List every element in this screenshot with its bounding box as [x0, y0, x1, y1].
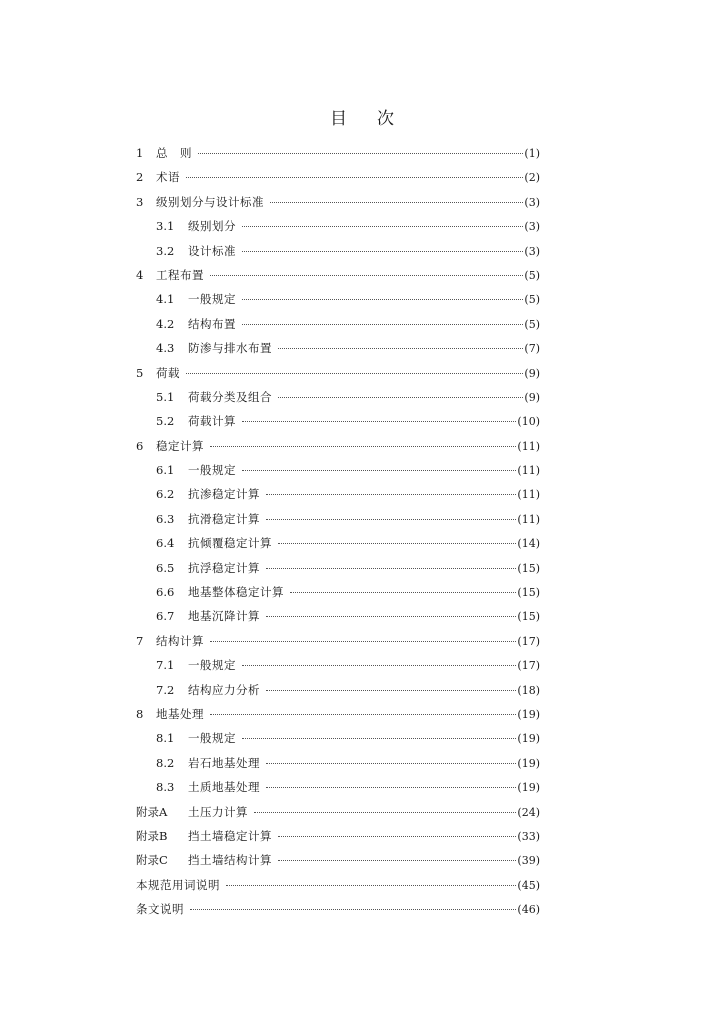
toc-leader-dots — [210, 714, 516, 715]
toc-entry[interactable] — [136, 604, 540, 628]
toc-leader-dots — [242, 421, 516, 422]
toc-entry[interactable] — [136, 702, 540, 726]
toc-entry-number: 6.6 — [156, 585, 175, 600]
toc-leader-dots — [278, 836, 516, 837]
toc-entry-label: 挡土墙稳定计算 — [188, 828, 272, 843]
toc-entry-label: 级别划分 — [188, 219, 236, 234]
toc-entry-label: 稳定计算 — [156, 438, 204, 453]
toc-entry-number: 4 — [136, 267, 144, 282]
toc-entry[interactable] — [136, 190, 540, 214]
toc-entry-number: 3 — [136, 194, 144, 209]
toc-entry-number: 8 — [136, 706, 144, 721]
toc-entry[interactable] — [136, 409, 540, 433]
toc-entry-page-number: (19) — [517, 732, 540, 746]
toc-entry-number: 6.1 — [156, 463, 175, 478]
toc-entry[interactable] — [136, 287, 540, 311]
toc-entry-number: 6.4 — [156, 536, 175, 551]
toc-entry[interactable] — [136, 482, 540, 506]
toc-entry-number: 8.3 — [156, 780, 175, 795]
toc-entry-number: 附录B — [136, 828, 168, 843]
toc-entry-page-number: (7) — [524, 342, 540, 356]
toc-entry-page-number: (39) — [517, 854, 540, 868]
toc-leader-dots — [266, 616, 516, 617]
toc-entry-label: 荷载计算 — [188, 414, 236, 429]
toc-entry[interactable] — [136, 897, 540, 921]
toc-entry-label: 条文说明 — [136, 902, 184, 917]
toc-entry[interactable] — [136, 678, 540, 702]
toc-entry[interactable] — [136, 385, 540, 409]
toc-entry-label: 地基整体稳定计算 — [188, 585, 284, 600]
toc-leader-dots — [226, 885, 516, 886]
toc-entry-number: 1 — [136, 146, 144, 160]
toc-entry-page-number: (19) — [517, 781, 540, 795]
toc-entry[interactable] — [136, 800, 540, 824]
table-of-contents — [136, 141, 540, 922]
toc-entry-page-number: (3) — [524, 244, 540, 258]
toc-entry-label: 荷载分类及组合 — [188, 389, 272, 404]
toc-leader-dots — [242, 251, 523, 252]
toc-leader-dots — [278, 860, 516, 861]
toc-entry[interactable] — [136, 824, 540, 848]
toc-entry-number: 6.7 — [156, 609, 175, 624]
toc-entry[interactable] — [136, 165, 540, 189]
toc-entry[interactable] — [136, 434, 540, 458]
toc-entry-number: 6 — [136, 438, 144, 453]
toc-entry-label: 级别划分与设计标准 — [156, 194, 264, 209]
toc-leader-dots — [254, 812, 516, 813]
toc-entry-number: 5.2 — [156, 414, 175, 429]
toc-leader-dots — [242, 665, 516, 666]
toc-entry[interactable] — [136, 141, 540, 165]
toc-entry-label: 术语 — [156, 170, 180, 185]
toc-leader-dots — [186, 373, 523, 374]
toc-leader-dots — [266, 787, 516, 788]
toc-entry-page-number: (19) — [517, 756, 540, 770]
toc-leader-dots — [242, 738, 516, 739]
toc-entry[interactable] — [136, 726, 540, 750]
toc-entry-label: 结构布置 — [188, 316, 236, 331]
toc-leader-dots — [210, 446, 516, 447]
toc-entry-page-number: (14) — [517, 537, 540, 551]
toc-entry-page-number: (5) — [524, 268, 540, 282]
toc-entry-number: 7.1 — [156, 658, 175, 673]
toc-entry[interactable] — [136, 458, 540, 482]
toc-entry[interactable] — [136, 775, 540, 799]
toc-entry[interactable] — [136, 848, 540, 872]
toc-entry-page-number: (17) — [517, 634, 540, 648]
toc-entry-number: 8.1 — [156, 731, 175, 746]
toc-entry[interactable] — [136, 336, 540, 360]
toc-entry-label: 本规范用词说明 — [136, 877, 220, 892]
toc-entry-page-number: (18) — [517, 683, 540, 697]
toc-entry[interactable] — [136, 751, 540, 775]
toc-entry-page-number: (5) — [524, 293, 540, 307]
toc-entry-label: 总 则 — [156, 146, 192, 160]
toc-entry-number: 附录C — [136, 853, 168, 868]
toc-entry-page-number: (2) — [524, 171, 540, 185]
toc-entry-page-number: (33) — [517, 829, 540, 843]
toc-entry-page-number: (11) — [517, 488, 540, 502]
toc-leader-dots — [290, 592, 516, 593]
toc-leader-dots — [266, 763, 516, 764]
toc-entry-label: 设计标准 — [188, 243, 236, 258]
toc-entry-number: 4.2 — [156, 316, 175, 331]
toc-entry-page-number: (15) — [517, 561, 540, 575]
toc-entry-number: 4.1 — [156, 292, 175, 307]
toc-entry-page-number: (19) — [517, 707, 540, 721]
toc-leader-dots — [266, 568, 516, 569]
toc-entry-label: 岩石地基处理 — [188, 755, 260, 770]
toc-leader-dots — [270, 202, 523, 203]
toc-entry-label: 一般规定 — [188, 292, 236, 307]
toc-entry-number: 6.5 — [156, 560, 175, 575]
toc-entry-page-number: (11) — [517, 464, 540, 478]
toc-entry[interactable] — [136, 531, 540, 555]
toc-entry-label: 工程布置 — [156, 267, 204, 282]
toc-entry-number: 6.2 — [156, 487, 175, 502]
toc-entry-number: 7.2 — [156, 682, 175, 697]
toc-entry-page-number: (17) — [517, 659, 540, 673]
toc-entry-label: 挡土墙结构计算 — [188, 853, 272, 868]
toc-entry-page-number: (15) — [517, 610, 540, 624]
toc-leader-dots — [198, 153, 523, 154]
toc-entry-label: 结构计算 — [156, 633, 204, 648]
toc-entry-page-number: (1) — [524, 147, 540, 160]
toc-entry-page-number: (10) — [517, 415, 540, 429]
toc-entry-number: 5.1 — [156, 389, 175, 404]
toc-entry-page-number: (3) — [524, 220, 540, 234]
toc-entry-page-number: (11) — [517, 512, 540, 526]
toc-entry-label: 结构应力分析 — [188, 682, 260, 697]
toc-entry-page-number: (9) — [524, 390, 540, 404]
toc-entry[interactable] — [136, 580, 540, 604]
title-part-1: 目 — [330, 109, 347, 129]
toc-entry-number: 3.2 — [156, 243, 175, 258]
toc-leader-dots — [186, 177, 523, 178]
toc-leader-dots — [266, 519, 516, 520]
toc-entry-page-number: (24) — [517, 805, 540, 819]
toc-entry-number: 5 — [136, 365, 144, 380]
toc-leader-dots — [242, 324, 523, 325]
toc-entry-page-number: (3) — [524, 195, 540, 209]
toc-entry[interactable] — [136, 239, 540, 263]
toc-entry-number: 8.2 — [156, 755, 175, 770]
toc-entry[interactable] — [136, 653, 540, 677]
toc-entry-page-number: (45) — [517, 878, 540, 892]
toc-entry[interactable] — [136, 873, 540, 897]
toc-entry-label: 荷载 — [156, 365, 180, 380]
toc-entry-page-number: (9) — [524, 366, 540, 380]
toc-leader-dots — [190, 909, 516, 910]
toc-entry-label: 防渗与排水布置 — [188, 341, 272, 356]
toc-entry-label: 抗滑稳定计算 — [188, 511, 260, 526]
title-part-2: 次 — [377, 109, 394, 129]
toc-entry-label: 抗渗稳定计算 — [188, 487, 260, 502]
toc-entry-number: 附录A — [136, 804, 168, 819]
toc-entry-number: 4.3 — [156, 341, 175, 356]
toc-entry-label: 一般规定 — [188, 658, 236, 673]
toc-entry-label: 抗浮稳定计算 — [188, 560, 260, 575]
toc-entry[interactable] — [136, 507, 540, 531]
toc-entry-page-number: (5) — [524, 317, 540, 331]
toc-leader-dots — [210, 641, 516, 642]
toc-entry-number: 7 — [136, 633, 144, 648]
toc-leader-dots — [278, 543, 516, 544]
toc-entry-label: 土质地基处理 — [188, 780, 260, 795]
toc-leader-dots — [278, 348, 523, 349]
toc-leader-dots — [210, 275, 523, 276]
toc-leader-dots — [266, 690, 516, 691]
page-title — [0, 104, 724, 129]
toc-entry-number: 2 — [136, 170, 144, 185]
toc-leader-dots — [242, 226, 523, 227]
toc-entry-label: 地基处理 — [156, 706, 204, 721]
toc-entry[interactable] — [136, 361, 540, 385]
toc-entry-page-number: (46) — [517, 903, 540, 917]
toc-entry-label: 一般规定 — [188, 463, 236, 478]
toc-entry[interactable] — [136, 629, 540, 653]
toc-leader-dots — [266, 494, 516, 495]
toc-entry[interactable] — [136, 214, 540, 238]
toc-entry[interactable] — [136, 556, 540, 580]
toc-entry-label: 土压力计算 — [188, 804, 248, 819]
toc-leader-dots — [242, 299, 523, 300]
toc-entry-page-number: (15) — [517, 586, 540, 600]
toc-entry-number: 3.1 — [156, 219, 175, 234]
toc-entry-label: 地基沉降计算 — [188, 609, 260, 624]
toc-entry-number: 6.3 — [156, 511, 175, 526]
toc-leader-dots — [278, 397, 523, 398]
toc-leader-dots — [242, 470, 516, 471]
toc-entry-page-number: (11) — [517, 439, 540, 453]
toc-entry-label: 抗倾覆稳定计算 — [188, 536, 272, 551]
toc-entry[interactable] — [136, 263, 540, 287]
toc-entry[interactable] — [136, 312, 540, 336]
toc-entry-label: 一般规定 — [188, 731, 236, 746]
